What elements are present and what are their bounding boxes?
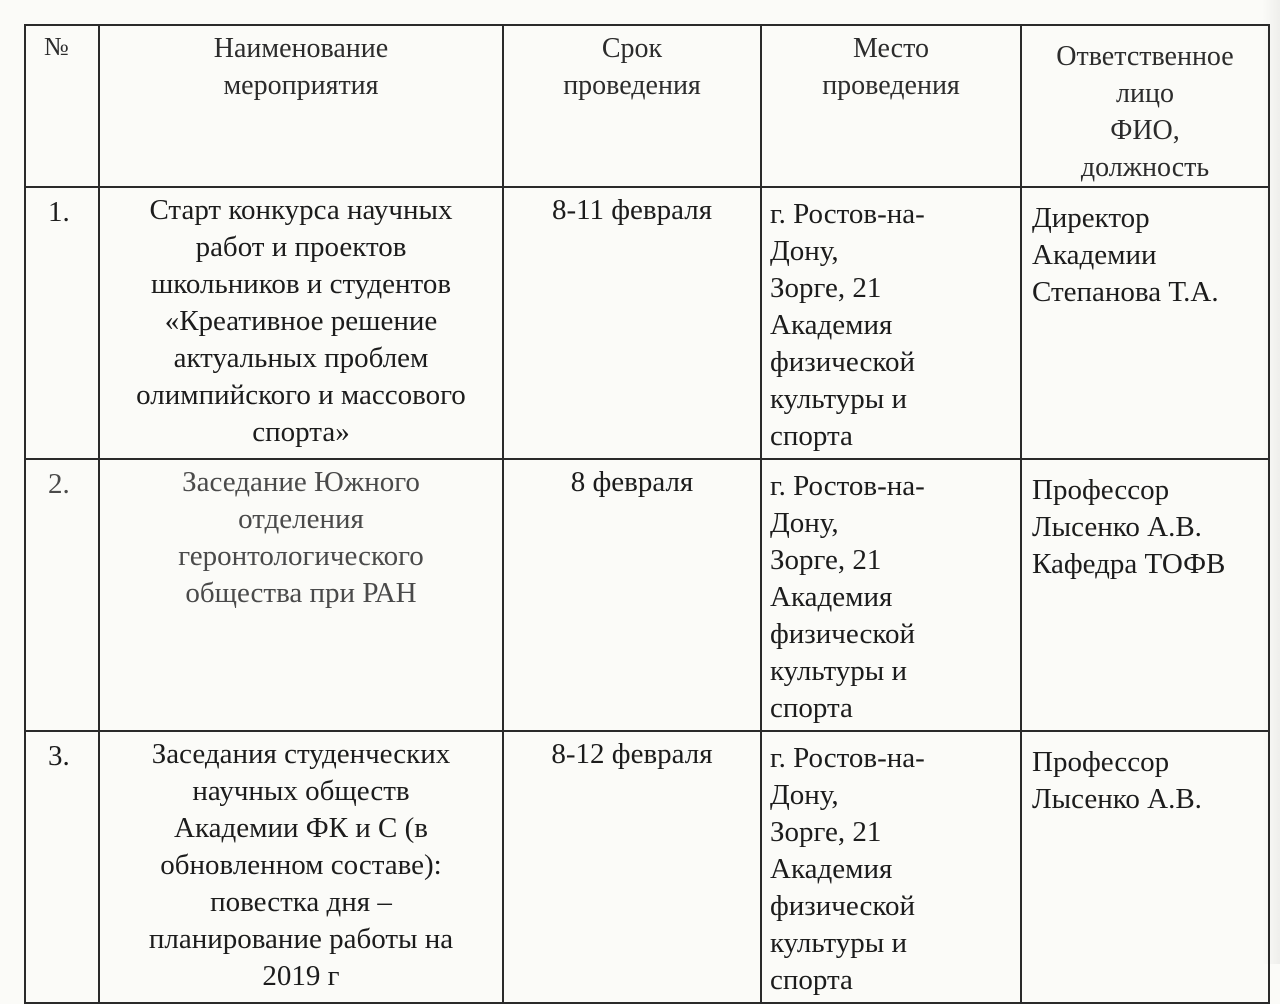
row-event-name: Заседание Южного отделения геронтологического общества при РАН: [99, 459, 503, 731]
row-num: 2.: [25, 459, 99, 731]
row-date: 8-12 февраля: [503, 731, 761, 1003]
row-date: 8-11 февраля: [503, 187, 761, 459]
row-num: 3.: [25, 731, 99, 1003]
row-num: 1.: [25, 187, 99, 459]
table-row: [25, 187, 1269, 459]
events-table: [24, 24, 1270, 1004]
header-responsible: Ответственное лицо ФИО, должность: [1021, 25, 1269, 187]
row-place: г. Ростов-на- Дону, Зорге, 21 Академия физической культуры и спорта: [761, 731, 1021, 1003]
row-responsible: Профессор Лысенко А.В. Кафедра ТОФВ: [1021, 459, 1269, 731]
header-date: Срок проведения: [503, 25, 761, 187]
table-row: [25, 731, 1269, 1003]
table-row: [25, 459, 1269, 731]
header-num: №: [25, 25, 99, 187]
row-date: 8 февраля: [503, 459, 761, 731]
row-event-name: Старт конкурса научных работ и проектов школьников и студентов «Креативное решение актуальных проблем олимпийского и массового спорта»: [99, 187, 503, 459]
table-header-row: [25, 25, 1269, 187]
row-responsible: Профессор Лысенко А.В.: [1021, 731, 1269, 1003]
row-event-name: Заседания студенческих научных обществ Академии ФК и С (в обновленном составе): повестка дня – планирование работы на 2019 г: [99, 731, 503, 1003]
row-responsible: Директор Академии Степанова Т.А.: [1021, 187, 1269, 459]
header-name: Наименование мероприятия: [99, 25, 503, 187]
row-place: г. Ростов-на- Дону, Зорге, 21 Академия физической культуры и спорта: [761, 187, 1021, 459]
header-place: Место проведения: [761, 25, 1021, 187]
row-place: г. Ростов-на- Дону, Зорге, 21 Академия физической культуры и спорта: [761, 459, 1021, 731]
